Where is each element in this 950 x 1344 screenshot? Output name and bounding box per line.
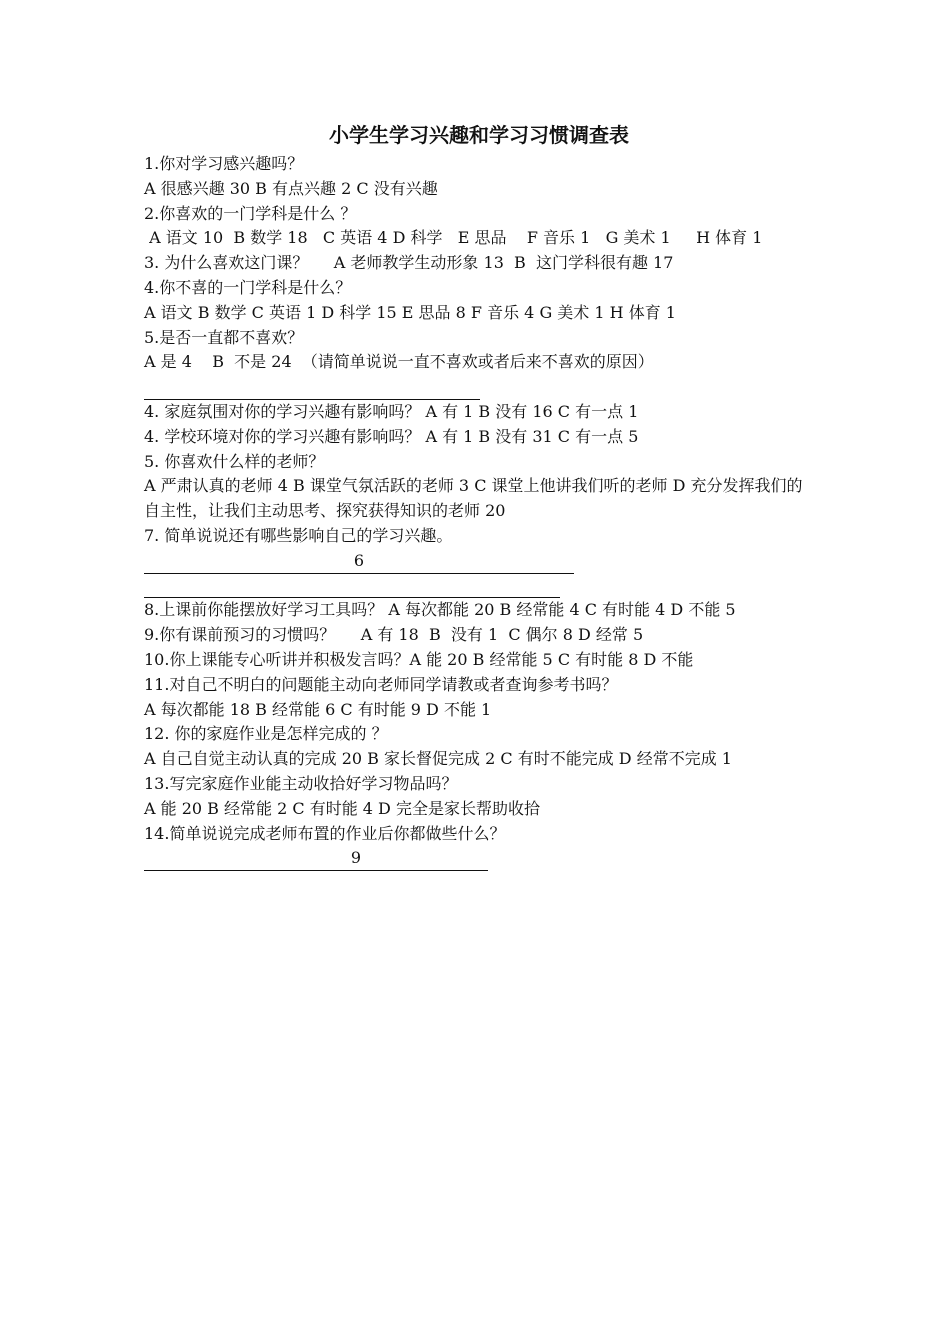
question-2: 2.你喜欢的一门学科是什么 ？	[144, 203, 357, 223]
question-11: 11.对自己不明白的问题能主动向老师同学请教或者查询参考书吗？	[144, 674, 618, 694]
question-13: 13.写完家庭作业能主动收拾好学习物品吗？	[144, 773, 458, 793]
question-12-options: A 自己自觉主动认真的完成 20 B 家长督促完成 2 C 有时不能完成 D 经常不完成 1	[144, 749, 732, 769]
answer-line-q14[interactable]: 9	[144, 846, 488, 871]
question-1: 1.你对学习感兴趣吗？	[144, 154, 304, 173]
question-11-options: A 每次都能 18 B 经常能 6 C 有时能 9 D 不能 1	[144, 699, 492, 719]
question-13-options: A 能 20 B 经常能 2 C 有时能 4 D 完全是家长帮助收拾	[144, 798, 540, 818]
question-4-options: A 语文 B 数学 C 英语 1 D 科学 15 E 思品 8 F 音乐 4 G 美术 1 H 体育 1	[144, 302, 676, 322]
question-family-atmosphere: 4. 家庭氛围对你的学习兴趣有影响吗？ A 有 1 B 没有 16 C 有一点 1	[144, 401, 639, 421]
question-5-options: A 是 4 B 不是 24 （请简单说说一直不喜欢或者后来不喜欢的原因）	[144, 352, 654, 372]
question-8: 8.上课前你能摆放好学习工具吗？ A 每次都能 20 B 经常能 4 C 有时能 4 D 不能 5	[144, 600, 736, 620]
answer-line-q7-2[interactable]	[144, 574, 560, 599]
question-4: 4.你不喜的一门学科是什么？	[144, 277, 352, 297]
question-7: 7. 简单说说还有哪些影响自己的学习兴趣。	[144, 525, 453, 545]
answer-line-q7-1[interactable]: 6	[144, 549, 574, 574]
question-favorite-teacher-options: A 严肃认真的老师 4 B 课堂气氛活跃的老师 3 C 课堂上他讲我们听的老师 D 充分发挥我们的自主性，让我们主动思考、探究获得知识的老师 20	[144, 476, 803, 521]
question-school-environment: 4. 学校环境对你的学习兴趣有影响吗？ A 有 1 B 没有 31 C 有一点 5	[144, 426, 639, 446]
question-9: 9.你有课前预习的习惯吗？ A 有 18 B 没有 1 C 偶尔 8 D 经常 5	[144, 625, 644, 645]
answer-line-q5[interactable]	[144, 375, 480, 400]
question-5: 5.是否一直都不喜欢？	[144, 327, 304, 347]
document-title: 小学生学习兴趣和学习习惯调查表	[329, 123, 629, 147]
question-2-options: A 语文 10 B 数学 18 C 英语 4 D 科学 E 思品 F 音乐 1 G 美术 1 H 体育 1	[144, 228, 763, 248]
question-14: 14.简单说说完成老师布置的作业后你都做些什么？	[144, 823, 506, 843]
question-10: 10.你上课能专心听讲并积极发言吗？A 能 20 B 经常能 5 C 有时能 8 D 不能	[144, 649, 694, 669]
question-favorite-teacher: 5. 你喜欢什么样的老师？	[144, 451, 325, 471]
question-12: 12. 你的家庭作业是怎样完成的 ？	[144, 724, 388, 744]
survey-document	[144, 118, 814, 871]
question-3: 3. 为什么喜欢这门课？ A 老师教学生动形象 13 B 这门学科很有趣 17	[144, 253, 674, 273]
question-1-options: A 很感兴趣 30 B 有点兴趣 2 C 没有兴趣	[144, 178, 438, 198]
